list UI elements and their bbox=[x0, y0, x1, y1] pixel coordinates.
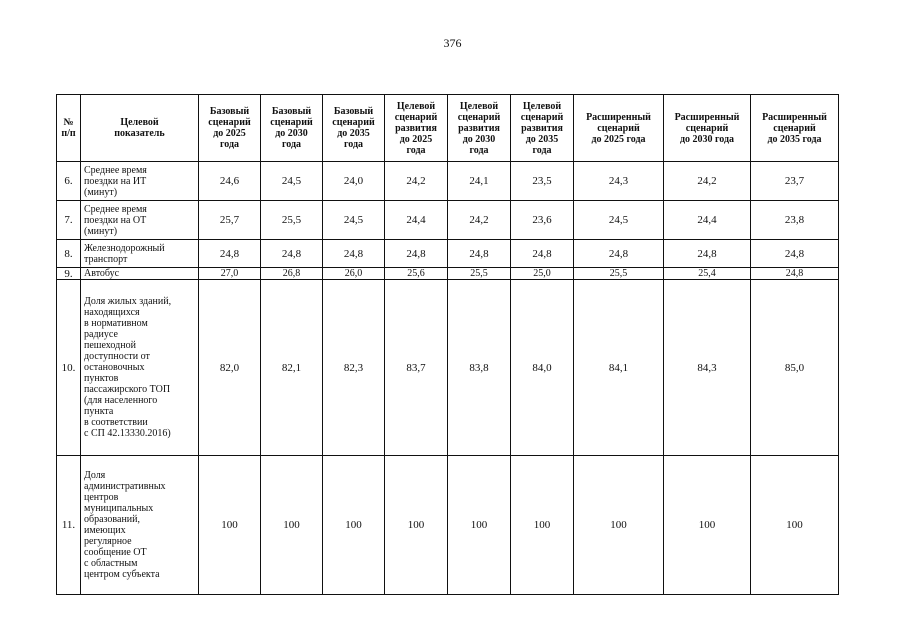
value-cell: 24,8 bbox=[385, 240, 448, 268]
value-cell: 24,2 bbox=[664, 162, 751, 201]
value-cell: 24,5 bbox=[574, 201, 664, 240]
table-row bbox=[57, 456, 839, 595]
table-row bbox=[57, 201, 839, 240]
value-cell: 23,5 bbox=[511, 162, 574, 201]
value-cell: 24,1 bbox=[448, 162, 511, 201]
value-cell: 100 bbox=[448, 456, 511, 595]
value-cell: 24,4 bbox=[664, 201, 751, 240]
value-cell: 82,3 bbox=[323, 280, 385, 456]
column-header: Целевой сценарий развития до 2035 года bbox=[511, 95, 574, 162]
column-header: Расширенный сценарий до 2025 года bbox=[574, 95, 664, 162]
value-cell: 83,8 bbox=[448, 280, 511, 456]
table-row bbox=[57, 280, 839, 456]
value-cell: 26,8 bbox=[261, 268, 323, 280]
value-cell: 24,5 bbox=[261, 162, 323, 201]
value-cell: 82,1 bbox=[261, 280, 323, 456]
value-cell: 100 bbox=[751, 456, 839, 595]
value-cell: 100 bbox=[323, 456, 385, 595]
value-cell: 27,0 bbox=[199, 268, 261, 280]
value-cell: 24,2 bbox=[385, 162, 448, 201]
value-cell: 85,0 bbox=[751, 280, 839, 456]
indicator-name: Доля жилых зданий, находящихся в нормативном радиусе пешеходной доступности от остановочных пунктов пассажирского ТОП (для населенного пункта в соответствии с СП 42.13330.2016) bbox=[81, 280, 199, 456]
value-cell: 24,8 bbox=[199, 240, 261, 268]
value-cell: 83,7 bbox=[385, 280, 448, 456]
indicator-name: Доля административных центров муниципальных образований, имеющих регулярное сообщение ОТ с областным центром субъекта bbox=[81, 456, 199, 595]
value-cell: 24,2 bbox=[448, 201, 511, 240]
value-cell: 24,8 bbox=[574, 240, 664, 268]
value-cell: 24,0 bbox=[323, 162, 385, 201]
value-cell: 25,0 bbox=[511, 268, 574, 280]
row-number: 8. bbox=[57, 240, 81, 268]
table-row bbox=[57, 268, 839, 280]
table-row bbox=[57, 162, 839, 201]
value-cell: 82,0 bbox=[199, 280, 261, 456]
value-cell: 25,5 bbox=[261, 201, 323, 240]
value-cell: 24,8 bbox=[448, 240, 511, 268]
indicator-name: Автобус bbox=[81, 268, 199, 280]
column-header: Расширенный сценарий до 2035 года bbox=[751, 95, 839, 162]
value-cell: 24,6 bbox=[199, 162, 261, 201]
table-row bbox=[57, 240, 839, 268]
value-cell: 24,8 bbox=[511, 240, 574, 268]
value-cell: 100 bbox=[261, 456, 323, 595]
column-header: Базовый сценарий до 2030 года bbox=[261, 95, 323, 162]
header-row bbox=[57, 95, 839, 162]
indicator-name: Среднее время поездки на ИТ (минут) bbox=[81, 162, 199, 201]
value-cell: 24,8 bbox=[751, 268, 839, 280]
column-header: Целевой показатель bbox=[81, 95, 199, 162]
indicator-name: Железнодорожный транспорт bbox=[81, 240, 199, 268]
value-cell: 84,1 bbox=[574, 280, 664, 456]
column-header: Целевой сценарий развития до 2030 года bbox=[448, 95, 511, 162]
row-number: 7. bbox=[57, 201, 81, 240]
value-cell: 24,8 bbox=[323, 240, 385, 268]
page-number: 376 bbox=[443, 36, 462, 50]
column-header: № п/п bbox=[57, 95, 81, 162]
indicator-name: Среднее время поездки на ОТ (минут) bbox=[81, 201, 199, 240]
value-cell: 26,0 bbox=[323, 268, 385, 280]
row-number: 6. bbox=[57, 162, 81, 201]
value-cell: 24,5 bbox=[323, 201, 385, 240]
value-cell: 100 bbox=[511, 456, 574, 595]
value-cell: 100 bbox=[664, 456, 751, 595]
value-cell: 24,8 bbox=[751, 240, 839, 268]
column-header: Расширенный сценарий до 2030 года bbox=[664, 95, 751, 162]
row-number: 10. bbox=[57, 280, 81, 456]
value-cell: 24,4 bbox=[385, 201, 448, 240]
scenario-indicators-table bbox=[56, 94, 839, 595]
value-cell: 24,3 bbox=[574, 162, 664, 201]
value-cell: 84,0 bbox=[511, 280, 574, 456]
value-cell: 23,8 bbox=[751, 201, 839, 240]
row-number: 9. bbox=[57, 268, 81, 280]
value-cell: 100 bbox=[199, 456, 261, 595]
row-number: 11. bbox=[57, 456, 81, 595]
value-cell: 25,7 bbox=[199, 201, 261, 240]
column-header: Базовый сценарий до 2035 года bbox=[323, 95, 385, 162]
value-cell: 25,5 bbox=[448, 268, 511, 280]
value-cell: 25,4 bbox=[664, 268, 751, 280]
value-cell: 24,8 bbox=[261, 240, 323, 268]
value-cell: 23,7 bbox=[751, 162, 839, 201]
value-cell: 84,3 bbox=[664, 280, 751, 456]
value-cell: 25,5 bbox=[574, 268, 664, 280]
value-cell: 23,6 bbox=[511, 201, 574, 240]
column-header: Базовый сценарий до 2025 года bbox=[199, 95, 261, 162]
value-cell: 25,6 bbox=[385, 268, 448, 280]
value-cell: 100 bbox=[574, 456, 664, 595]
value-cell: 24,8 bbox=[664, 240, 751, 268]
value-cell: 100 bbox=[385, 456, 448, 595]
column-header: Целевой сценарий развития до 2025 года bbox=[385, 95, 448, 162]
